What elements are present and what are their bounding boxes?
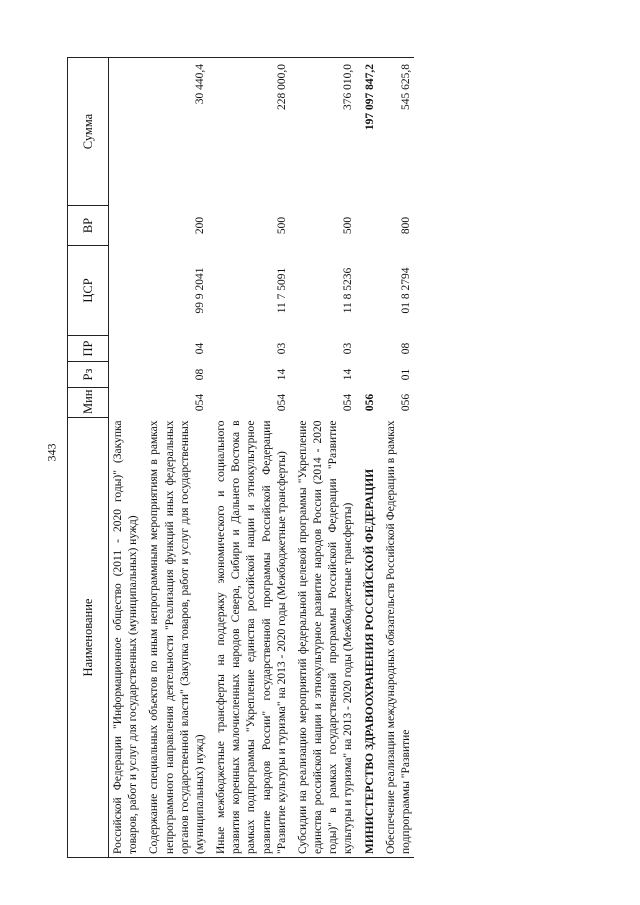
row-csr: 99 9 2041 [193, 267, 206, 314]
row-name: Субсидии на реализацию мероприятий федеральной целевой программы "Укрепление единства российской нации и этнокультурное развитие народов России (2014 - 2020 годы)" в рамках государственной программы Российской Федерации "Развитие культуры и туризма" на 2013 - 2020 годы (Межбюджетные трансферты) [294, 418, 361, 858]
table-row [212, 58, 294, 858]
row-min: 054 [275, 393, 288, 412]
page-number: 343 [44, 443, 59, 462]
row-name: Обеспечение реализации международных обязательств Российской Федерации в рамках подпрограммы "Развитие [382, 418, 414, 858]
row-csr [109, 246, 146, 336]
row-pr: 03 [275, 342, 288, 355]
row-rz [109, 362, 146, 388]
table-row [382, 58, 414, 858]
row-name: Иные межбюджетные трансферты на поддержку экономического и социального развития коренных малочисленных народов Севера, Сибири и Дальнего Востока в рамках подпрограммы "Укрепление единства российской нации и этнокультурное развитие народов России" государственной программы Российской Федерации "Развитие культуры и туризма" на 2013 - 2020 годы (Межбюджетные трансферты) [212, 418, 294, 858]
budget-table [67, 57, 414, 858]
row-vr: 500 [342, 216, 355, 235]
header-name: Наименование [68, 418, 109, 858]
row-rz: 14 [275, 368, 288, 381]
header-csr: ЦСР [68, 246, 109, 336]
row-vr [109, 206, 146, 246]
row-min [109, 388, 146, 418]
header-pr: ПР [68, 336, 109, 362]
header-vr: ВР [68, 206, 109, 246]
row-sum: 545 625,8 [382, 58, 414, 206]
row-vr: 200 [193, 216, 206, 235]
row-pr: 04 [193, 342, 206, 355]
table-header-row [68, 58, 109, 858]
row-sum: 376 010,0 [294, 58, 361, 206]
budget-table-rotated [67, 58, 607, 858]
table-row [109, 58, 146, 858]
row-pr: 03 [342, 342, 355, 355]
row-name: МИНИСТЕРСТВО ЗДРАВООХРАНЕНИЯ РОССИЙСКОЙ ФЕДЕРАЦИИ [361, 418, 382, 858]
row-vr: 800 [399, 216, 412, 235]
row-sum [109, 58, 146, 206]
row-min: 056 [399, 393, 412, 412]
table-row [145, 58, 212, 858]
row-min: 054 [342, 393, 355, 412]
row-name: Российской Федерации "Информационное общество (2011 - 2020 годы)" (Закупка товаров, работ и услуг для государственных (муниципальных) нужд) [109, 418, 146, 858]
row-csr: 01 8 2794 [399, 267, 412, 314]
row-sum: 197 097 847,2 [361, 58, 382, 206]
row-csr: 11 7 5091 [275, 267, 288, 314]
row-rz: 14 [342, 368, 355, 381]
header-sum: Сумма [68, 58, 109, 206]
table-row [361, 58, 382, 858]
row-vr: 500 [275, 216, 288, 235]
row-min: 056 [363, 393, 376, 412]
row-rz: 08 [193, 368, 206, 381]
row-vr [361, 206, 382, 246]
row-pr: 08 [399, 342, 412, 355]
row-min: 054 [193, 393, 206, 412]
row-name: Содержание специальных объектов по иным непрограммным мероприятиям в рамках непрограммного направления деятельности "Реализация функций иных федеральных органов государственной власти" (Закупка товаров, работ и услуг для государственных (муниципальных) нужд) [145, 418, 212, 858]
row-sum: 30 440,4 [145, 58, 212, 206]
row-rz: 01 [399, 368, 412, 381]
row-pr [109, 336, 146, 362]
header-min: Мин [68, 388, 109, 418]
table-row [294, 58, 361, 858]
row-pr [361, 336, 382, 362]
row-rz [361, 362, 382, 388]
header-rz: Рз [68, 362, 109, 388]
row-csr [361, 246, 382, 336]
row-csr: 11 8 5236 [342, 267, 355, 314]
row-sum: 228 000,0 [212, 58, 294, 206]
